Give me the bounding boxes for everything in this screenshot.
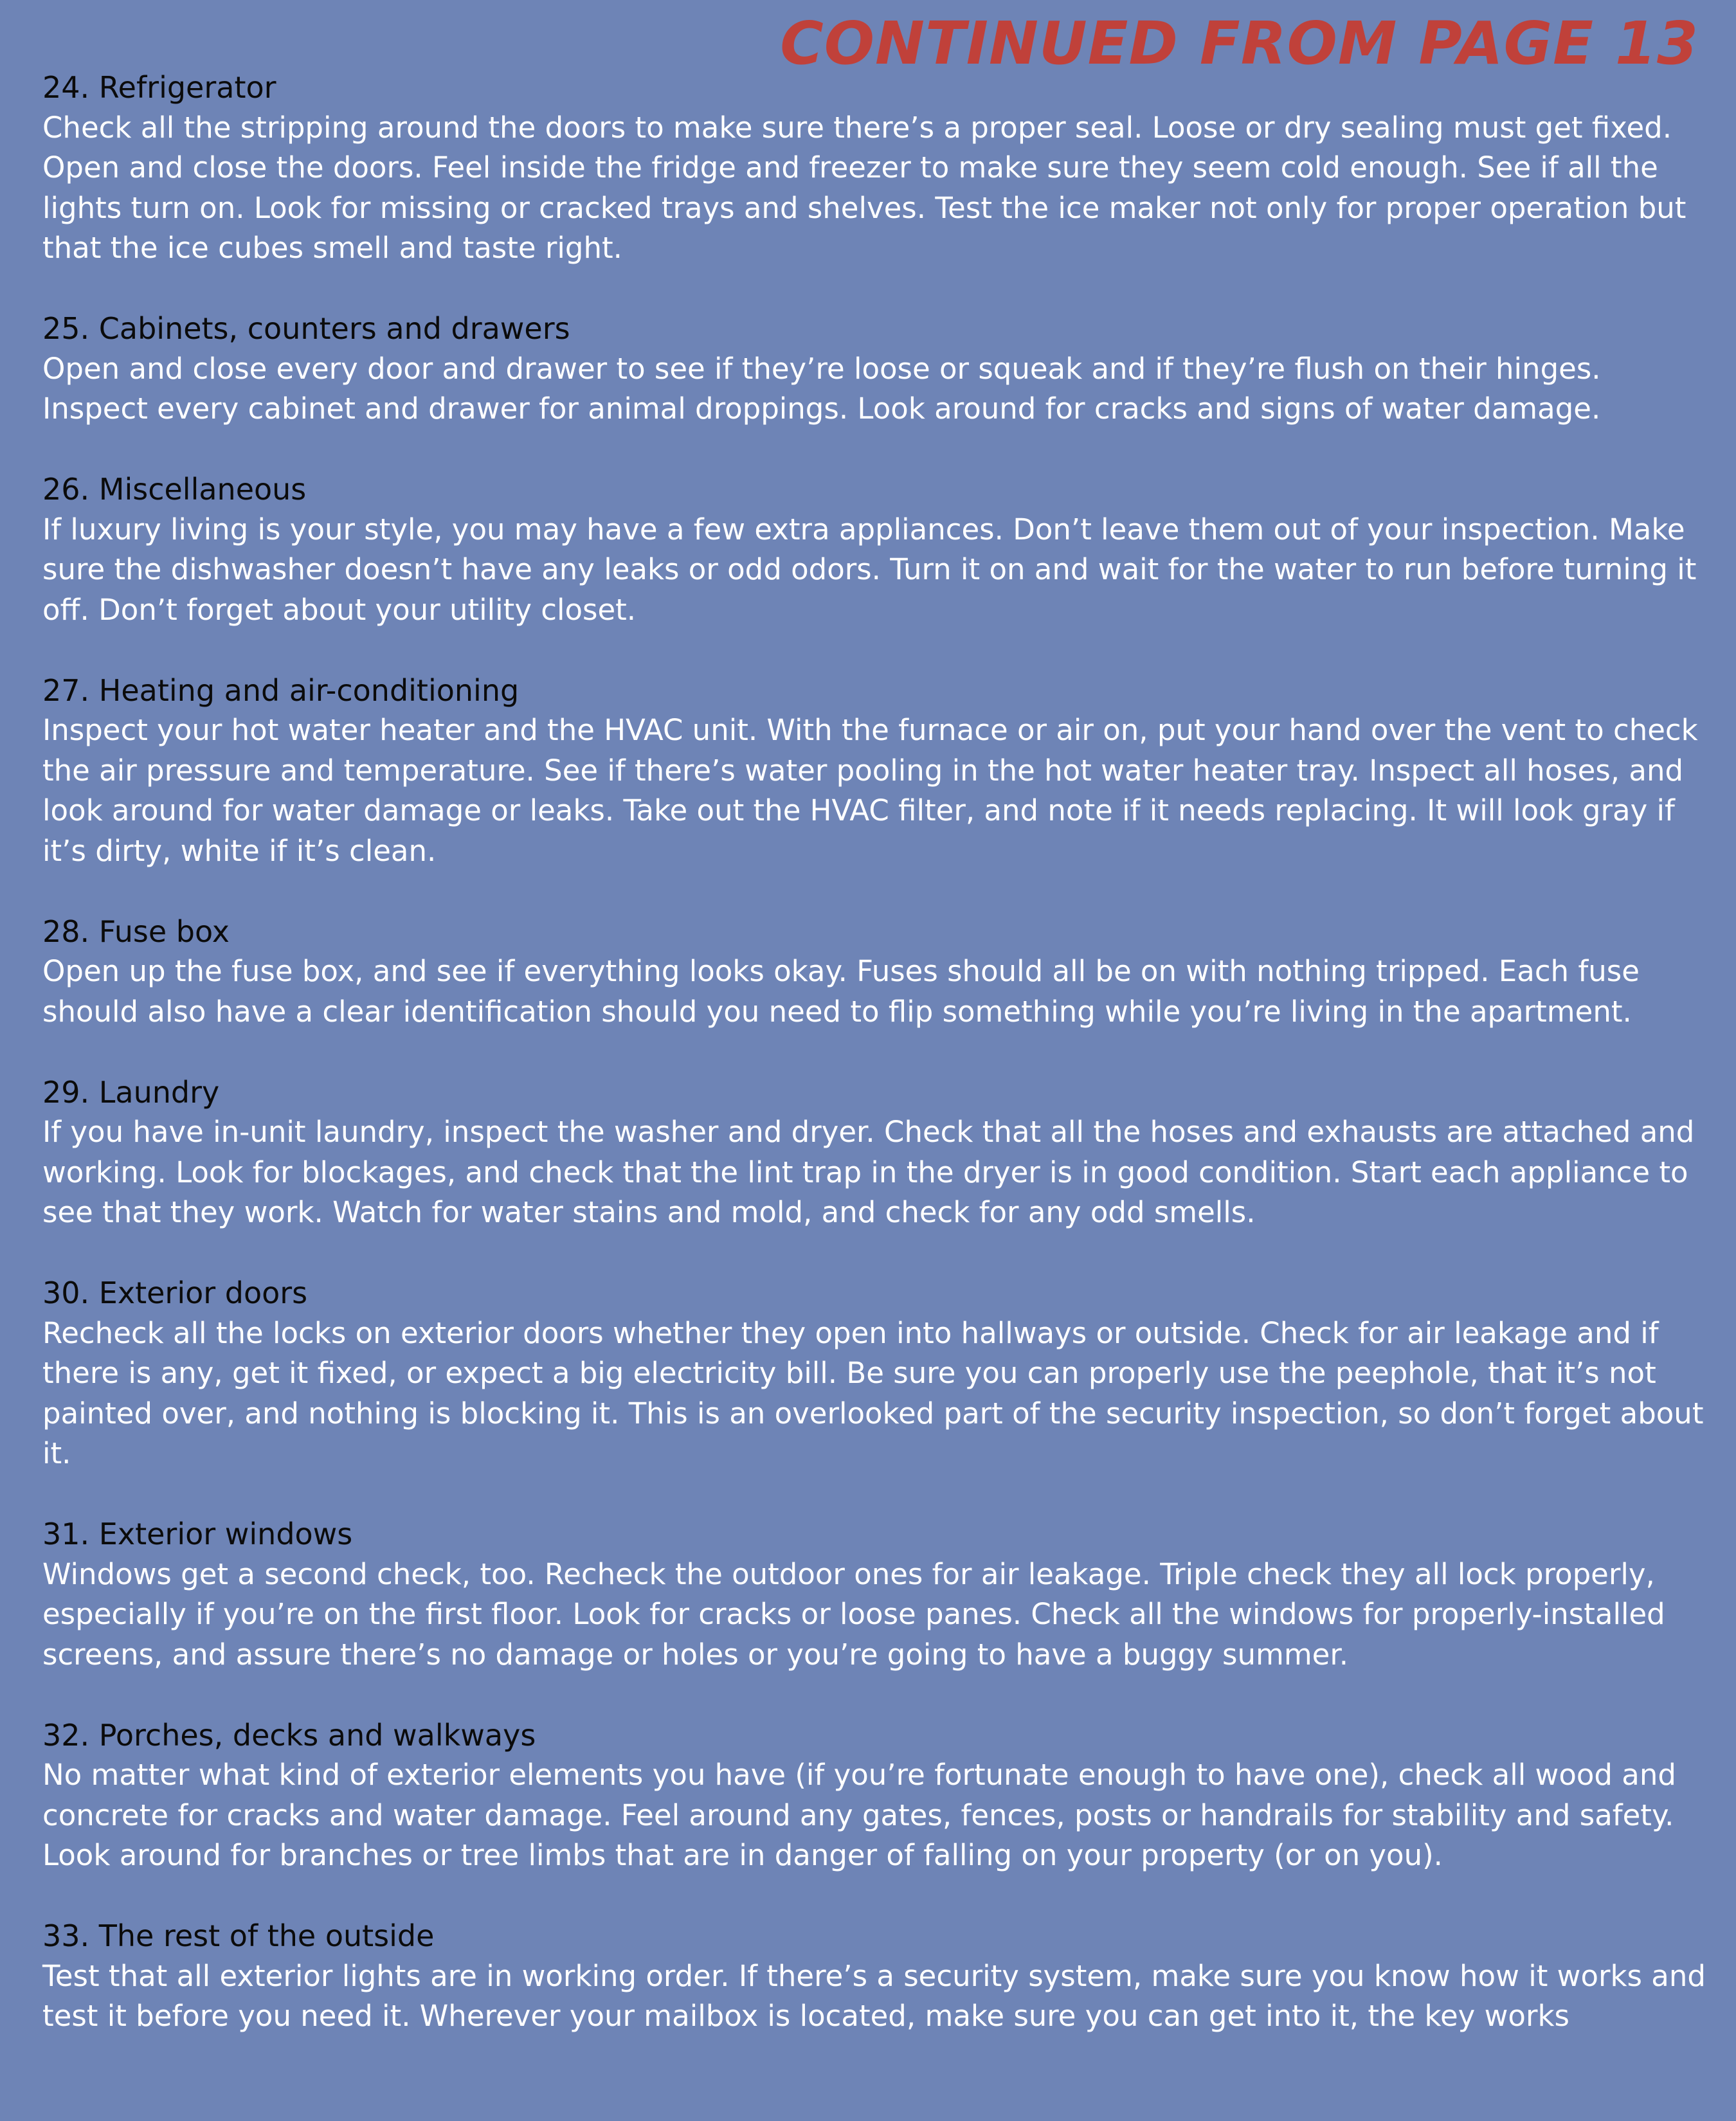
- section-refrigerator: [42, 68, 1714, 269]
- section-body: Open and close every door and drawer to see if they’re loose or squeak and if they’re flush on their hinges. Inspect every cabinet and drawer for animal droppings. Look around for cracks and signs of water damage.: [42, 351, 1601, 426]
- section-body: No matter what kind of exterior elements you have (if you’re fortunate enough to have one), check all wood and concrete for cracks and water damage. Feel around any gates, fences, posts or handrails for stability and safety. Look around for branches or tree limbs that are in danger of falling on your property (or on you).: [42, 1758, 1676, 1872]
- continued-from-page-header: CONTINUED FROM PAGE 13: [780, 9, 1699, 78]
- section-body: Windows get a second check, too. Recheck the outdoor ones for air leakage. Triple check they all lock properly, especially if you’re on the first floor. Look for cracks or loose panes. Check all the windows for properly-installed screens, and assure there’s no damage or holes or you’re going to have a buggy summer.: [42, 1557, 1665, 1672]
- section-title: 28. Fuse box: [42, 914, 230, 949]
- section-body: Inspect your hot water heater and the HVAC unit. With the furnace or air on, put your hand over the vent to check the air pressure and temperature. See if there’s water pooling in the hot water heater tray. Inspect all hoses, and look around for water damage or leaks. Take out the HVAC filter, and note if it needs replacing. It will look gray if it’s dirty, white if it’s clean.: [42, 713, 1698, 868]
- section-title: 31. Exterior windows: [42, 1517, 353, 1551]
- section-title: 33. The rest of the outside: [42, 1918, 435, 1953]
- section-body: Check all the stripping around the doors to make sure there’s a proper seal. Loose or dry sealing must get fixed. Open and close the doors. Feel inside the fridge and freezer to make sure they seem cold enough. See if all the lights turn on. Look for missing or cracked trays and shelves. Test the ice maker not only for proper operation but that the ice cubes smell and taste right.: [42, 110, 1686, 265]
- section-title: 26. Miscellaneous: [42, 472, 307, 507]
- section-body: If you have in-unit laundry, inspect the washer and dryer. Check that all the hoses and exhausts are attached and working. Look for blockages, and check that the lint trap in the dryer is in good condition. Start each appliance to see that they work. Watch for water stains and mold, and check for any odd smells.: [42, 1115, 1695, 1229]
- section-body: Test that all exterior lights are in working order. If there’s a security system, make sure you know how it works and test it before you need it. Wherever your mailbox is located, make sure you can get into it, the key works: [42, 1958, 1706, 2033]
- section-exterior-doors: [42, 1273, 1714, 1474]
- checklist-sections: [42, 68, 1714, 2077]
- section-title: 24. Refrigerator: [42, 70, 276, 105]
- section-title: 30. Exterior doors: [42, 1276, 308, 1310]
- section-exterior-windows: [42, 1514, 1714, 1675]
- section-title: 32. Porches, decks and walkways: [42, 1717, 536, 1753]
- section-heating-air-conditioning: [42, 671, 1714, 872]
- section-porches-decks-walkways: [42, 1715, 1714, 1876]
- section-body: Open up the fuse box, and see if everything looks okay. Fuses should all be on with nothing tripped. Each fuse should also have a clear identification should you need to flip something while you’re living in the apartment.: [42, 954, 1640, 1029]
- section-title: 29. Laundry: [42, 1074, 220, 1110]
- section-title: 25. Cabinets, counters and drawers: [42, 311, 570, 346]
- section-title: 27. Heating and air-conditioning: [42, 672, 520, 708]
- section-laundry: [42, 1072, 1714, 1233]
- section-miscellaneous: [42, 469, 1714, 630]
- section-rest-of-outside: [42, 1916, 1714, 2037]
- section-body: If luxury living is your style, you may have a few extra appliances. Don’t leave them out of your inspection. Make sure the dishwasher doesn’t have any leaks or odd odors. Turn it on and wait for the water to run before turning it off. Don’t forget about your utility closet.: [42, 512, 1697, 627]
- section-fuse-box: [42, 912, 1714, 1033]
- section-cabinets-counters-drawers: [42, 309, 1714, 429]
- section-body: Recheck all the locks on exterior doors whether they open into hallways or outside. Check for air leakage and if there is any, get it fixed, or expect a big electricity bill. Be sure you can properly use the peephole, that it’s not painted over, and nothing is blocking it. This is an overlooked part of the security inspection, so don’t forget about it.: [42, 1315, 1704, 1470]
